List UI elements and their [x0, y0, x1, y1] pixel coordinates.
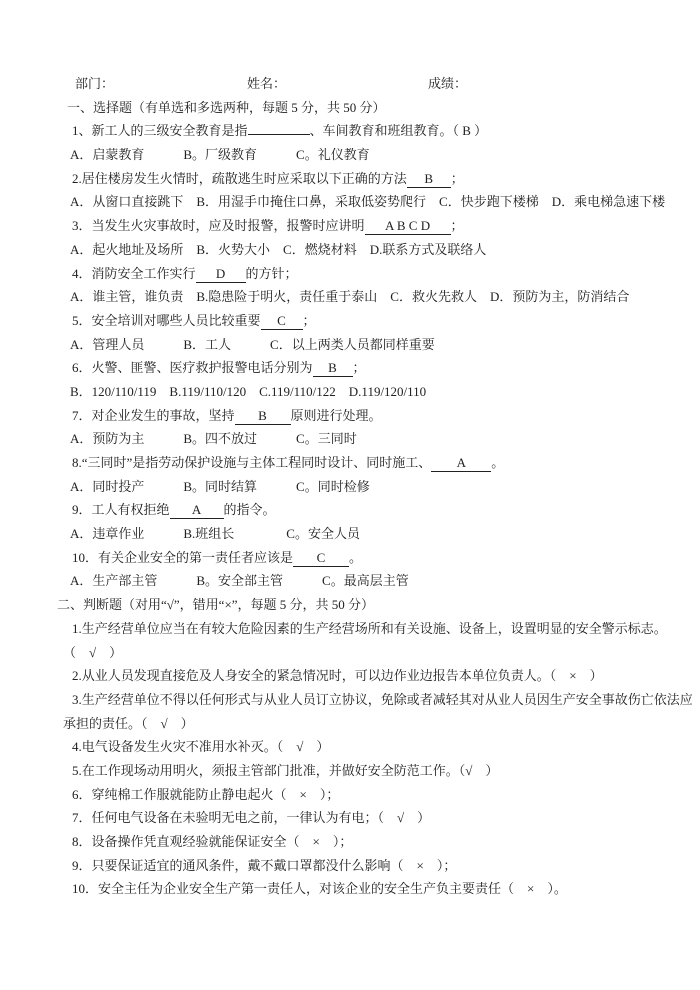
q1-answer-blank — [248, 134, 310, 135]
q3-text: 3．当发生火灾事故时，应及时报警，报警时应讲明 — [72, 218, 365, 234]
q2-text-after: ； — [450, 170, 464, 186]
choice-q5-stem — [72, 309, 674, 333]
choice-q1-stem — [72, 119, 674, 143]
choice-q7-options: A．预防为主 B。四不放过 C。三同时 — [70, 431, 357, 447]
q9-text: 9．工人有权拒绝 — [72, 502, 170, 518]
q6-text-after: ； — [352, 360, 366, 376]
q10-text-after: 。 — [349, 549, 363, 565]
q8-text: 8.“三同时”是指劳动保护设施与主体工程同时设计、同时施工、 — [72, 455, 432, 470]
choice-q2-stem — [72, 167, 674, 191]
choice-q6-stem — [72, 356, 674, 380]
judgment-q8: 8．设备操作凭直观经验就能保证安全（ × ）； — [72, 834, 353, 849]
q5-answer-blank: C — [261, 313, 303, 330]
judgment-q1-text: 1.生产经营单位应当在有较大危险因素的生产经营场所和有关设施、设备上，设置明显的安全警示标志。 — [72, 620, 667, 636]
judgment-q9: 9．只要保证适宜的通风条件，戴不戴口罩都没什么影响（ × ）； — [72, 857, 457, 873]
choice-q9-options: A．违章作业 B.班组长 C。安全人员 — [70, 526, 360, 542]
q2-answer-blank: B — [407, 171, 451, 188]
q4-text: 4．消防安全工作实行 — [72, 265, 196, 281]
judgment-q6: 6．穿纯棉工作服就能防止静电起火（ × ）； — [72, 786, 340, 802]
judgment-q10: 10．安全主任为企业安全生产第一责任人，对该企业的安全生产负主要责任（ × ）。 — [72, 881, 567, 897]
q2-text: 2.居住楼房发生火情时，疏散逃生时应采取以下正确的方法 — [72, 170, 407, 186]
q5-text-after: ； — [302, 312, 316, 328]
judgment-q2: 2.从业人员发现直接危及人身安全的紧急情况时，可以边作业边报告本单位负责人。（ × ） — [72, 668, 603, 684]
q6-text: 6．火警、匪警、医疗救护报警电话分别为 — [72, 360, 313, 376]
choice-q6-options: B．120/110/119 B.119/110/120 C.119/110/122 D.119/120/110 — [70, 383, 427, 399]
q7-answer-blank: B — [235, 408, 291, 425]
judgment-q7: 7．任何电气设备在未验明无电之前，一律认为有电；（ √ ） — [72, 810, 431, 826]
q3-text-after: ； — [450, 218, 464, 234]
q4-answer-blank: D — [196, 266, 246, 283]
q9-answer-blank: A — [170, 502, 224, 519]
q8-text-after: 。 — [491, 455, 505, 470]
choice-q5-options: A．管理人员 B．工人 C．以上两类人员都同样重要 — [70, 336, 435, 352]
choice-q8-stem — [72, 451, 674, 475]
q7-text-after: 原则进行处理。 — [290, 407, 382, 423]
choice-q3-options: A．起火地址及场所 B．火势大小 C．燃烧材料 D.联系方式及联络人 — [70, 241, 487, 257]
department-label: 部门： — [75, 76, 115, 91]
q10-answer-blank: C — [293, 550, 349, 567]
choice-q8-options: A．同时投产 B。同时结算 C。同时检修 — [70, 478, 370, 494]
choice-q10-stem — [72, 546, 674, 570]
choice-q4-stem — [72, 262, 674, 286]
q7-text: 7．对企业发生的事故，坚持 — [72, 407, 235, 423]
judgment-q3-continuation: 承担的责任。（ √ ） — [63, 715, 194, 731]
judgment-q3-text: 3.生产经营单位不得以任何形式与从业人员订立协议，免除或者减轻其对从业人员因生产安全事故伤亡依法应 — [72, 691, 693, 707]
q1-text-after: 、车间教育和班组教育。（ B ） — [309, 123, 488, 139]
header-row — [56, 72, 674, 96]
choice-q2-options: A．从窗口直接跳下 B．用湿手巾掩住口鼻，采取低姿势爬行 C．快步跑下楼梯 D．乘电梯急速下楼 — [70, 194, 666, 210]
choice-q1-options: A．启蒙教育 B。厂级教育 C。礼仪教育 — [70, 147, 370, 163]
choice-q9-stem — [72, 498, 674, 522]
q3-answer-blank: A B C D — [365, 218, 451, 235]
section1-title: 一、选择题（有单选和多选两种，每题 5 分，共 50 分） — [67, 99, 386, 115]
choice-q10-options: A．生产部主管 B。安全部主管 C。最高层主管 — [70, 573, 409, 589]
q1-text: 1、新工人的三级安全教育是指 — [72, 123, 248, 139]
section2-title: 二、判断题（对用“√”，错用“×”，每题 5 分，共 50 分） — [57, 597, 375, 613]
score-label: 成绩： — [428, 76, 468, 91]
choice-q3-stem — [72, 214, 674, 238]
choice-q7-stem — [72, 404, 674, 428]
q4-text-after: 的方针； — [245, 265, 298, 281]
q6-answer-blank: B — [313, 360, 353, 377]
q5-text: 5．安全培训对哪些人员比较重要 — [72, 312, 261, 328]
judgment-q4: 4.电气设备发生火灾不准用水补灭。（ √ ） — [72, 739, 330, 755]
q10-text: 10．有关企业安全的第一责任者应该是 — [72, 549, 294, 565]
choice-q4-options: A．谁主管，谁负责 B.隐患险于明火，责任重于泰山 C．救火先救人 D．预防为主，防消结合 — [70, 289, 630, 305]
name-label: 姓名： — [247, 76, 287, 91]
q8-answer-blank: A — [431, 455, 491, 472]
judgment-q5: 5.在工作现场动用明火，须报主管部门批准，并做好安全防范工作。（√ ） — [72, 762, 499, 778]
judgment-q1-mark: （ √ ） — [63, 644, 123, 660]
q9-text-after: 的指令。 — [223, 502, 276, 518]
